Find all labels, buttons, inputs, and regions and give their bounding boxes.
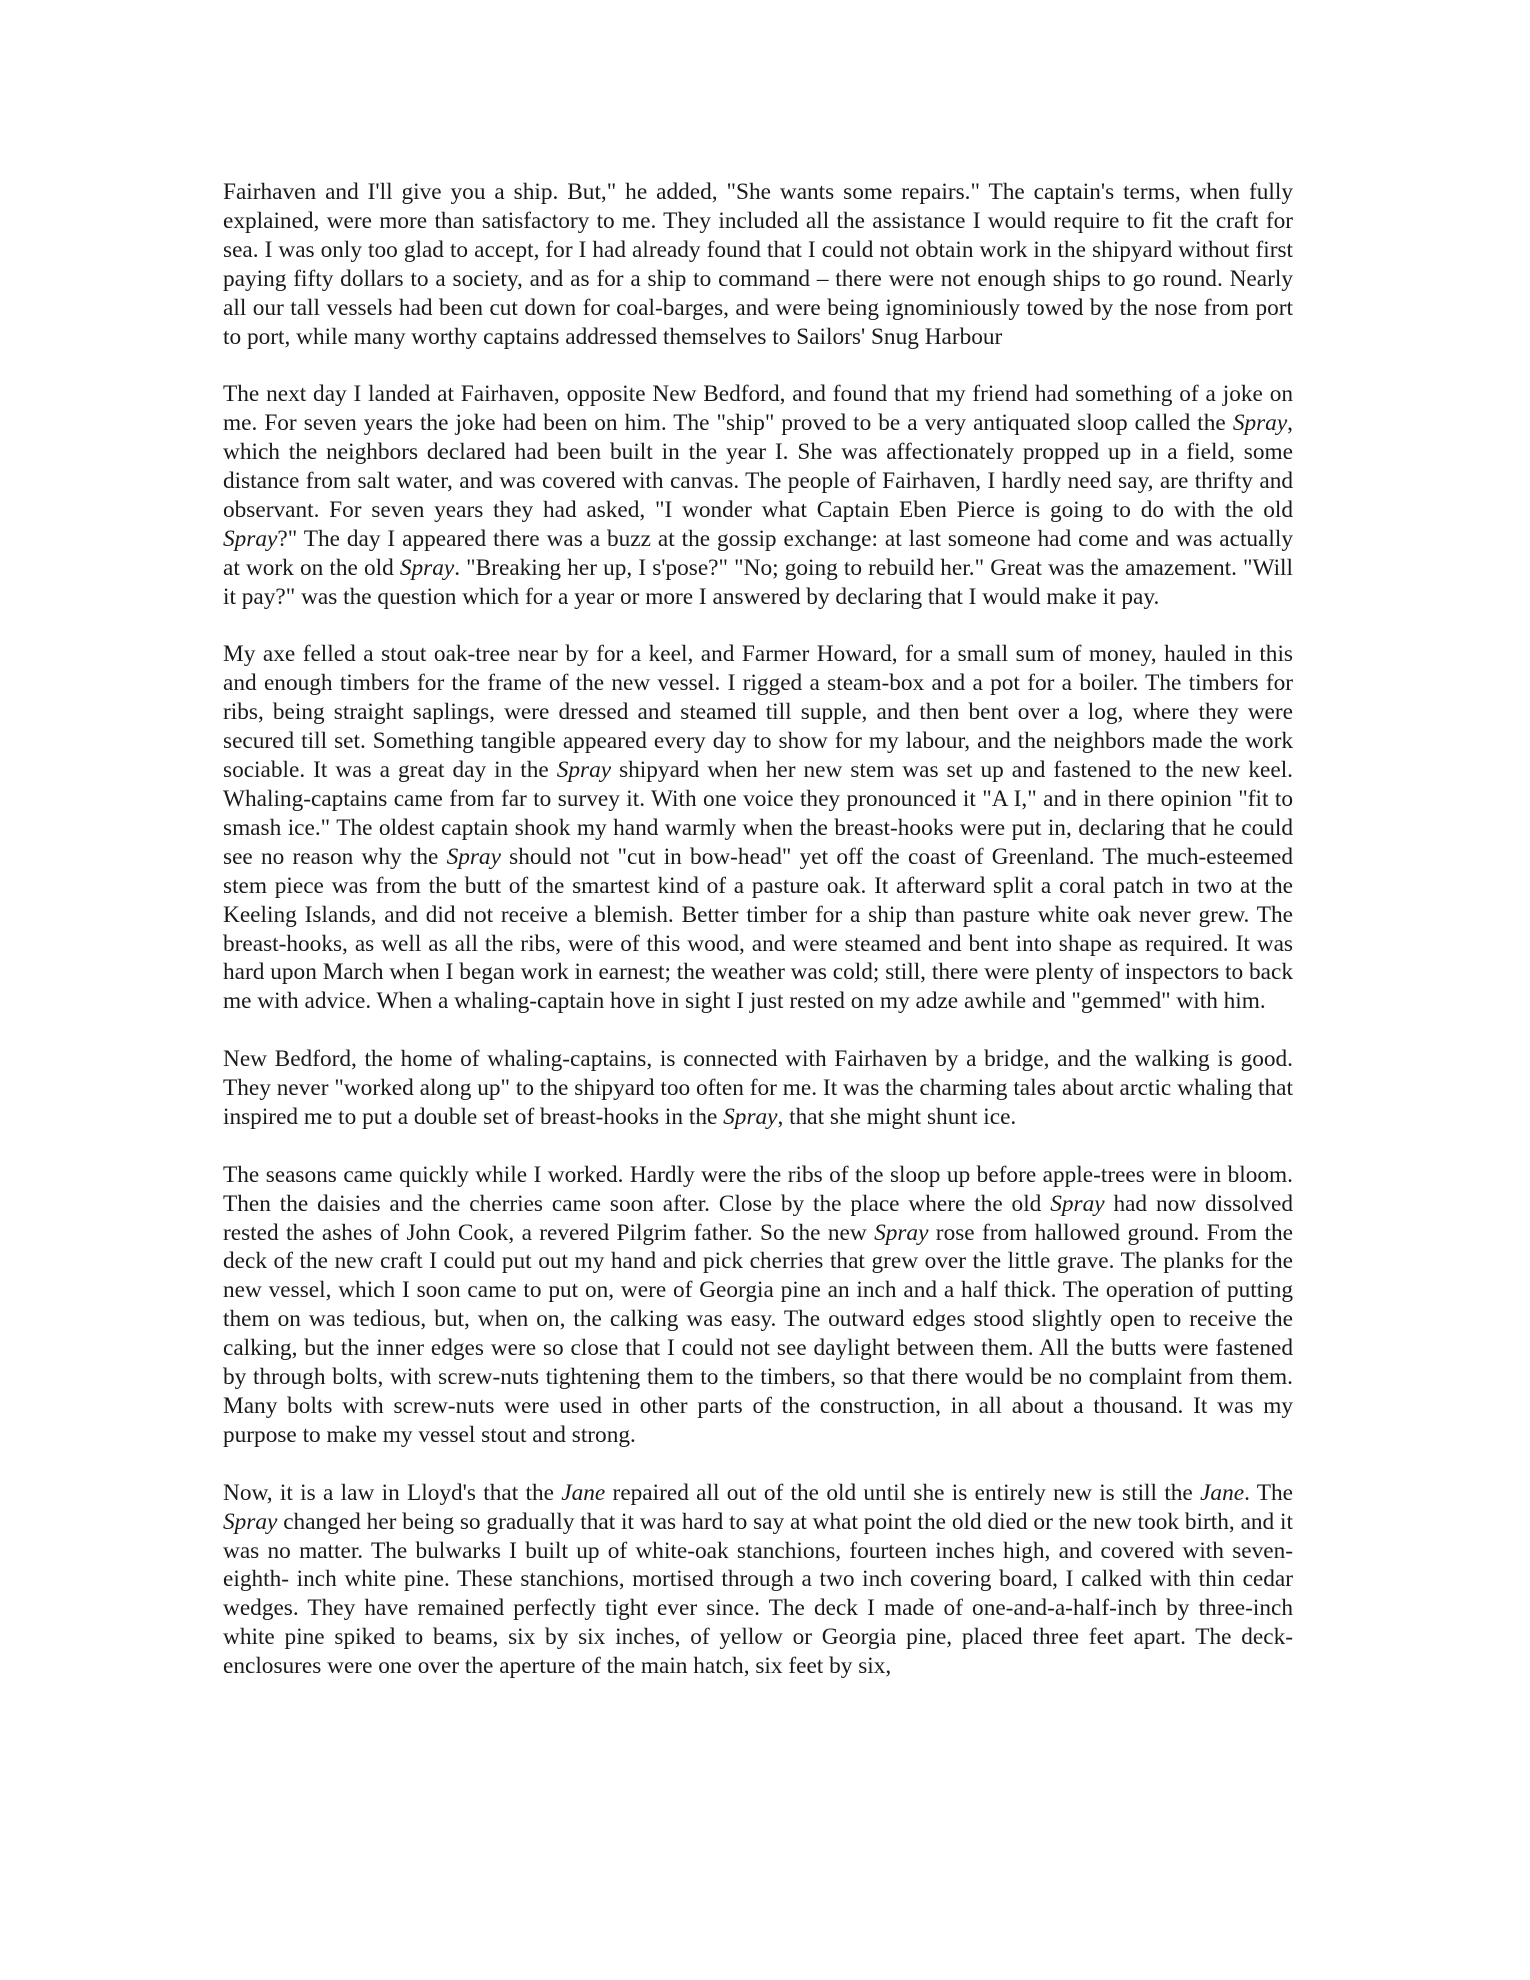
ship-name-italic: Spray (446, 843, 501, 870)
text-run: , that she might shunt ice. (777, 1103, 1017, 1130)
text-run: . The (1244, 1479, 1294, 1506)
paragraph-3 (223, 640, 1293, 1016)
ship-name-italic: Spray (1050, 1190, 1105, 1217)
text-run: repaired all out of the old until she is entirely new is still the (605, 1479, 1201, 1506)
text-run: The next day I landed at Fairhaven, opposite New Bedford, and found that my friend had something of a joke on me. For seven years the joke had been on him. The "ship" proved to be a very antiquated sloop called the (223, 381, 1293, 437)
ship-name-italic: Spray (874, 1219, 929, 1246)
paragraph-2 (223, 380, 1293, 611)
paragraph-1 (223, 178, 1293, 351)
text-run: My axe felled a stout oak-tree near by for a keel, and Farmer Howard, for a small sum of money, hauled in this and enough timbers for the frame of the new vessel. I rigged a steam-box and a pot for a boiler. The timbers for ribs, being straight saplings, were dressed and steamed till supple, and then bent over a log, where they were secured till set. Something tangible appeared every day to show for my labour, and the neighbors made the work sociable. It was a great day in the (223, 641, 1293, 784)
text-run: Fairhaven and I'll give you a ship. But," he added, "She wants some repairs." The captain's terms, when fully explained, were more than satisfactory to me. They included all the assistance I would require to fit the craft for sea. I was only too glad to accept, for I had already found that I could not obtain work in the shipyard without first paying fifty dollars to a society, and as for a ship to command – there were not enough ships to go round. Nearly all our tall vessels had been cut down for coal-barges, and were being ignominiously towed by the nose from port to port, while many worthy captains addressed themselves to Sailors' Snug Harbour (223, 179, 1293, 350)
ship-name-italic: Spray (223, 1508, 278, 1535)
text-run: shipyard when her new stem was set up and fastened to the new keel. Whaling-captains came from far to survey it. With one voice they pronounced it "A I," and in there opinion "fit to smash ice." The oldest captain shook my hand warmly when the breast-hooks were put in, declaring that he could see no reason why the (223, 757, 1294, 870)
text-run: had now dissolved rested the ashes of John Cook, a revered Pilgrim father. So the new (223, 1190, 1293, 1246)
paragraph-4 (223, 1045, 1293, 1132)
text-run: changed her being so gradually that it was hard to say at what point the old died or the new took birth, and it was no matter. The bulwarks I built up of white-oak stanchions, fourteen inches high, and covered with seven-eighth- inch white pine. These stanchions, mortised through a two inch covering board, I calked with thin cedar wedges. They have remained perfectly tight ever since. The deck I made of one-and-a-half-inch by three-inch white pine spiked to beams, six by six inches, of yellow or Georgia pine, placed three feet apart. The deck-enclosures were one over the aperture of the main hatch, six feet by six, (223, 1508, 1293, 1680)
paragraph-6 (223, 1479, 1293, 1681)
text-run: Now, it is a law in Lloyd's that the (223, 1479, 562, 1506)
text-run: , which the neighbors declared had been built in the year I. She was affectionately propped up in a field, some distance from salt water, and was covered with canvas. The people of Fairhaven, I hardly need say, are thrifty and observant. For seven years they had asked, "I wonder what Captain Eben Pierce is going to do with the old (223, 410, 1293, 523)
document-page (223, 178, 1293, 1681)
text-run: . "Breaking her up, I s'pose?" "No; going to rebuild her." Great was the amazement. "Will it pay?" was the question which for a year or more I answered by declaring that I would make it pay. (223, 554, 1294, 610)
text-run: New Bedford, the home of whaling-captains, is connected with Fairhaven by a bridge, and the walking is good. They never "worked along up" to the shipyard too often for me. It was the charming tales about arctic whaling that inspired me to put a double set of breast-hooks in the (223, 1046, 1293, 1130)
text-run: rose from hallowed ground. From the deck of the new craft I could put out my hand and pick cherries that grew over the little grave. The planks for the new vessel, which I soon came to put on, were of Georgia pine an inch and a half thick. The operation of putting them on was tedious, but, when on, the calking was easy. The outward edges stood slightly open to receive the calking, but the inner edges were so close that I could not see daylight between them. All the butts were fastened by through bolts, with screw-nuts tightening them to the timbers, so that there would be no complaint from them. Many bolts with screw-nuts were used in other parts of the construction, in all about a thousand. It was my purpose to make my vessel stout and strong. (223, 1219, 1293, 1448)
text-run: ?" The day I appeared there was a buzz at the gossip exchange: at last someone had come and was actually at work on the old (223, 525, 1293, 581)
text-run: should not "cut in bow-head" yet off the coast of Greenland. The much-esteemed stem piece was from the butt of the smartest kind of a pasture oak. It afterward split a coral patch in two at the Keeling Islands, and did not receive a blemish. Better timber for a ship than pasture white oak never grew. The breast-hooks, as well as all the ribs, were of this wood, and were steamed and bent into shape as required. It was hard upon March when I began work in earnest; the weather was cold; still, there were plenty of inspectors to back me with advice. When a whaling-captain hove in sight I just rested on my adze awhile and "gemmed" with him. (223, 843, 1293, 1015)
ship-name-italic: Spray (723, 1103, 778, 1130)
text-run: The seasons came quickly while I worked. Hardly were the ribs of the sloop up before apple-trees were in bloom. Then the daisies and the cherries came soon after. Close by the place where the old (223, 1161, 1293, 1217)
ship-name-italic: Spray (223, 525, 278, 552)
ship-name-italic: Spray (399, 554, 455, 581)
ship-name-italic: Jane (1200, 1479, 1245, 1506)
ship-name-italic: Jane (561, 1479, 606, 1506)
ship-name-italic: Spray (1232, 410, 1288, 437)
paragraph-5 (223, 1161, 1293, 1450)
ship-name-italic: Spray (556, 757, 612, 784)
